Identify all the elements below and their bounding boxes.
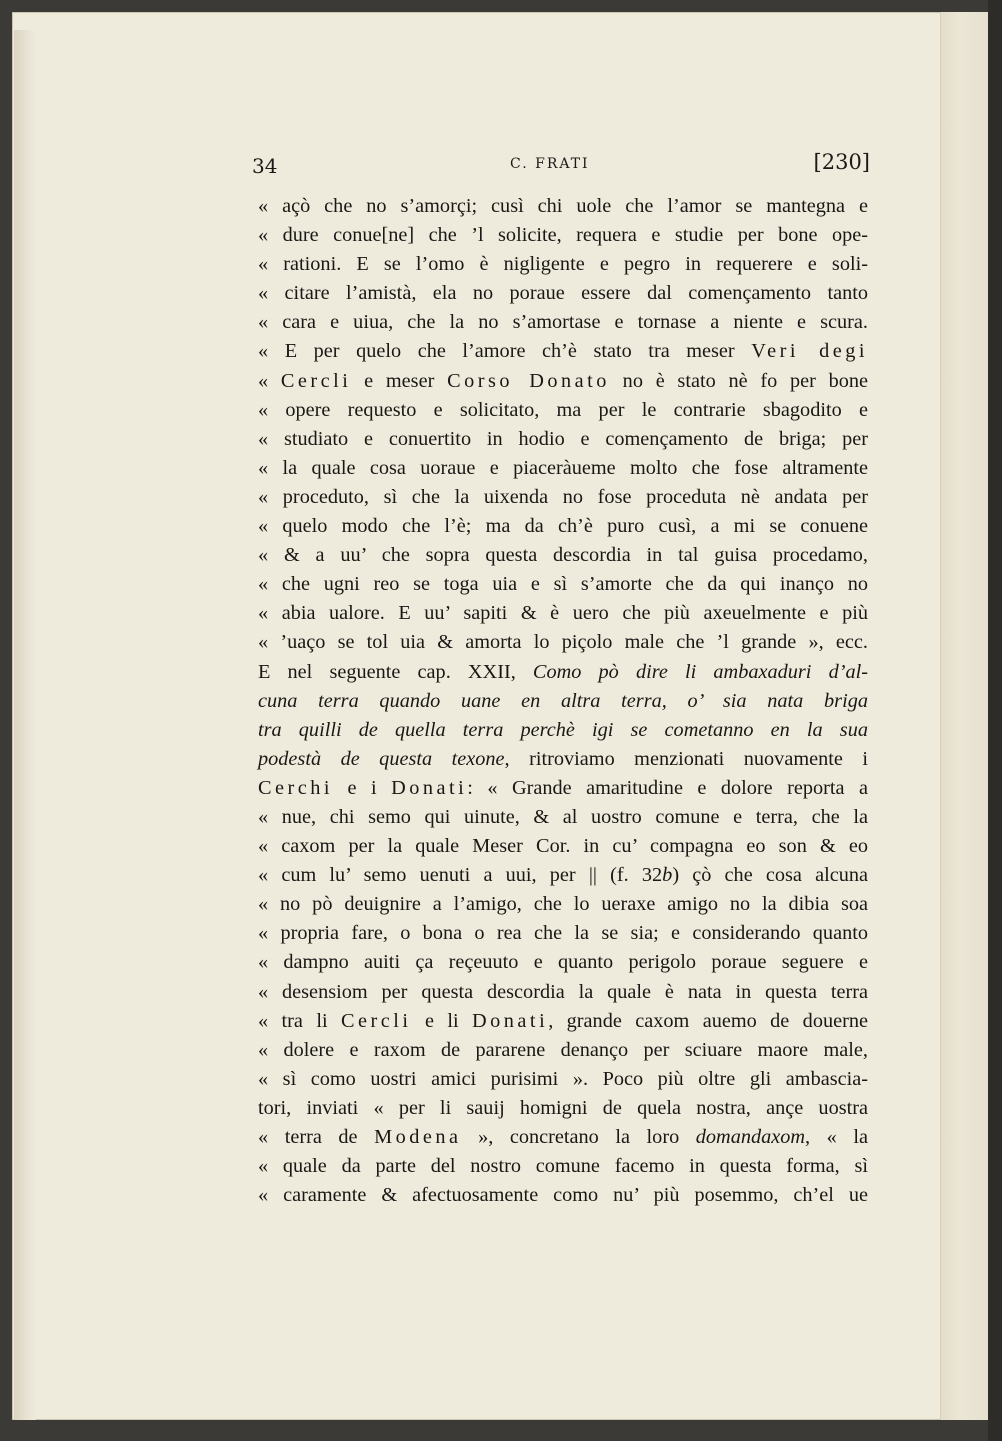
text-line bbox=[258, 1007, 868, 1036]
text-line: « caxom per la quale Meser Cor. in cu’ compagna eo son & eo bbox=[258, 835, 868, 858]
spaced-name: Modena bbox=[374, 1126, 462, 1148]
book-gutter bbox=[940, 12, 989, 1420]
text-span: ) çò che cosa alcuna bbox=[672, 864, 868, 887]
text-span: e i bbox=[333, 776, 392, 799]
text-line: « studiato e conuertito in hodio e començamento de briga; per bbox=[258, 427, 868, 450]
text-line bbox=[258, 687, 868, 716]
body-text bbox=[258, 192, 868, 1210]
text-line: « & a uu’ che sopra questa descordia in tal guisa procedamo, bbox=[258, 544, 868, 567]
spaced-name: Cerchi bbox=[258, 776, 334, 799]
text-line: « propria fare, o bona o rea che la se sia; e considerando quanto bbox=[258, 922, 868, 945]
text-span: e li bbox=[411, 1009, 472, 1032]
text-line bbox=[258, 716, 868, 745]
text-line: « dolere e raxom de pararene denanço per sciuare maore male, bbox=[258, 1038, 868, 1061]
text-line: « proceduto, sì che la uixenda no fose proceduta nè andata per bbox=[258, 485, 868, 508]
text-line: « caramente & afectuosamente como nu’ più posemmo, ch’el ue bbox=[258, 1184, 868, 1207]
italic-word: domandaxom bbox=[695, 1126, 806, 1148]
spaced-name: Cercli bbox=[280, 369, 352, 392]
text-span: « terra de bbox=[258, 1126, 375, 1148]
italic-title: podestà de questa texone bbox=[258, 747, 505, 770]
text-span: », concretano la loro bbox=[461, 1126, 696, 1148]
text-line bbox=[258, 861, 868, 890]
text-line: « desensiom per questa descordia la quale è nata in questa terra bbox=[258, 980, 868, 1003]
text-span: « bbox=[258, 369, 281, 392]
text-span: « cum lu’ semo uenuti a uui, per || (f. 32 bbox=[258, 864, 663, 887]
text-line: « quelo modo che l’è; ma da ch’è puro cusì, a mi se conuene bbox=[258, 515, 868, 538]
text-span: , « la bbox=[805, 1126, 868, 1148]
scan-border bbox=[988, 0, 1002, 1441]
text-line bbox=[258, 745, 868, 774]
text-line: « ’uaço se tol uia & amorta lo piçolo male che ’l grande », ecc. bbox=[258, 631, 868, 654]
text-line: « opere requesto e solicitato, ma per le contrarie sbagodito e bbox=[258, 398, 868, 421]
italic-title: cuna terra quando uane en altra terra, o’ sia nata briga bbox=[258, 689, 868, 712]
text-span: « E per quelo che l’amore ch’è stato tra meser bbox=[258, 340, 752, 363]
text-line: « dure conue[ne] che ’l solicite, requera e studie per bone ope- bbox=[258, 224, 868, 247]
italic-title: Como pò dire li ambaxaduri d’al- bbox=[532, 660, 868, 683]
text-line: « la quale cosa uoraue e piaceràueme molto che fose altramente bbox=[258, 456, 868, 479]
page-stack-edge bbox=[14, 30, 36, 1420]
text-line: « quale da parte del nostro comune facemo in questa forma, sì bbox=[258, 1155, 868, 1178]
spaced-name: Corso Donato bbox=[447, 369, 610, 392]
spaced-name: Donati bbox=[391, 776, 468, 799]
text-span: : « Grande amaritudine e dolore reporta a bbox=[467, 776, 868, 799]
running-head: C. FRATI bbox=[510, 156, 590, 172]
text-span: , ritroviamo menzionati nuovamente i bbox=[504, 747, 868, 770]
text-line: « nue, chi semo qui uinute, & al uostro comune e terra, che la bbox=[258, 805, 868, 828]
text-line: « citare l’amistà, ela no poraue essere dal començamento tanto bbox=[258, 282, 868, 305]
page-number: 34 bbox=[252, 154, 278, 178]
text-line bbox=[258, 658, 868, 687]
spaced-name: Cercli bbox=[340, 1009, 412, 1032]
italic-folio: b bbox=[662, 864, 673, 887]
text-span: E nel seguente cap. XXII, bbox=[258, 660, 533, 683]
text-line: « che ugni reo se toga uia e sì s’amorte che da qui inanço no bbox=[258, 573, 868, 596]
text-line: tori, inviati « per li sauij homigni de quela nostra, ançe uostra bbox=[258, 1096, 868, 1119]
text-line bbox=[258, 1123, 868, 1152]
text-span: « tra li bbox=[258, 1009, 341, 1032]
spaced-name: Veri degi bbox=[751, 340, 868, 363]
italic-title: tra quilli de quella terra perchè igi se cometanno en la sua bbox=[258, 718, 868, 741]
text-line: « dampno auiti ça reçeuuto e quanto perigolo poraue seguere e bbox=[258, 951, 868, 974]
text-line: « açò che no s’amorçi; cusì chi uole che l’amor se mantegna e bbox=[258, 195, 868, 217]
text-line bbox=[258, 367, 868, 396]
text-line: « no pò deuignire a l’amigo, che lo ueraxe amigo no la dibia soa bbox=[258, 893, 868, 916]
text-span: no è stato nè fo per bone bbox=[609, 369, 869, 392]
text-line: « rationi. E se l’omo è nigligente e pegro in requerere e soli- bbox=[258, 253, 868, 276]
page-header bbox=[252, 150, 870, 180]
spaced-name: Donati bbox=[472, 1009, 549, 1032]
text-line: « cara e uiua, che la no s’amortase e tornase a niente e scura. bbox=[258, 311, 868, 334]
text-line: « abia ualore. E uu’ sapiti & è uero che più axeuelmente e più bbox=[258, 602, 868, 625]
text-line bbox=[258, 337, 868, 366]
text-span: , grande caxom auemo de douerne bbox=[548, 1009, 868, 1032]
text-span: e meser bbox=[351, 369, 448, 392]
bracket-page-number: [230] bbox=[813, 150, 870, 174]
text-line: « sì como uostri amici purisimi ». Poco più oltre gli ambascia- bbox=[258, 1067, 868, 1090]
text-line bbox=[258, 774, 868, 803]
